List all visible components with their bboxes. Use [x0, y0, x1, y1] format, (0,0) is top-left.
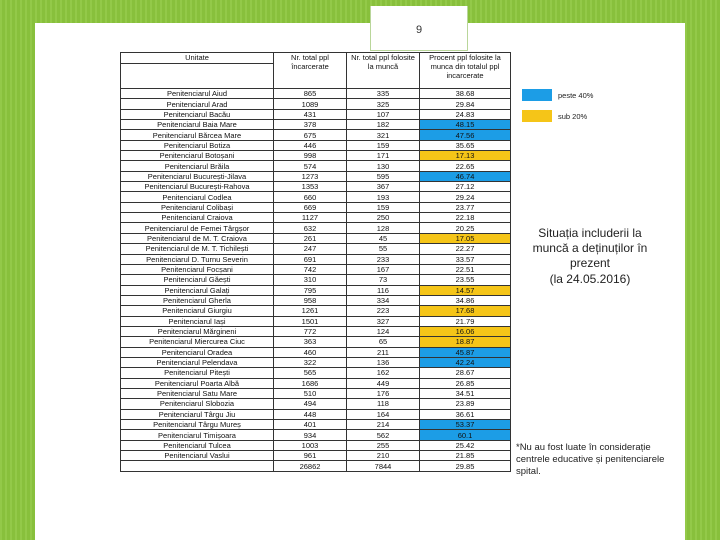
header-total: Nr. total ppl încarcerate	[274, 53, 347, 89]
cell-unit: Penitenciarul Craiova	[121, 213, 274, 223]
cell-working: 233	[347, 254, 420, 264]
cell-working: 321	[347, 130, 420, 140]
cell-percent: 24.83	[420, 109, 511, 119]
cell-working: 45	[347, 233, 420, 243]
legend-label-above: peste 40%	[558, 91, 594, 100]
cell-working: 562	[347, 430, 420, 440]
cell-unit: Penitenciarul Giurgiu	[121, 306, 274, 316]
cell-unit: Penitenciarul Slobozia	[121, 399, 274, 409]
cell-percent: 20.25	[420, 223, 511, 233]
slide-title	[506, 226, 674, 287]
cell-total: 998	[274, 151, 347, 161]
cell-total: 961	[274, 451, 347, 461]
cell-unit: Penitenciarul Gherla	[121, 295, 274, 305]
cell-percent: 45.87	[420, 347, 511, 357]
cell-percent: 29.84	[420, 99, 511, 109]
cell-working: 55	[347, 244, 420, 254]
table-row	[121, 295, 511, 305]
cell-total: 310	[274, 275, 347, 285]
table-row	[121, 171, 511, 181]
cell-percent: 22.65	[420, 161, 511, 171]
cell-unit: Penitenciarul Brăila	[121, 161, 274, 171]
cell-total: 675	[274, 130, 347, 140]
cell-unit: Penitenciarul Târgu Mureș	[121, 420, 274, 430]
table-row	[121, 213, 511, 223]
page-number: 9	[415, 24, 423, 36]
cell-working: 162	[347, 368, 420, 378]
header-percent: Procent ppl folosite la munca din totalul ppl incarcerate	[420, 53, 511, 89]
table-row	[121, 357, 511, 367]
cell-total: 742	[274, 264, 347, 274]
cell-working: 107	[347, 109, 420, 119]
cell-total: 401	[274, 420, 347, 430]
table-row	[121, 89, 511, 99]
cell-total: 363	[274, 337, 347, 347]
totals-label	[121, 461, 274, 471]
cell-total: 1261	[274, 306, 347, 316]
cell-working: 116	[347, 285, 420, 295]
cell-working: 367	[347, 182, 420, 192]
cell-total: 958	[274, 295, 347, 305]
cell-working: 65	[347, 337, 420, 347]
table-row	[121, 120, 511, 130]
cell-working: 214	[347, 420, 420, 430]
cell-unit: Penitenciarul de Femei Târgșor	[121, 223, 274, 233]
cell-total: 1127	[274, 213, 347, 223]
cell-total: 865	[274, 89, 347, 99]
cell-unit: Penitenciarul Focșani	[121, 264, 274, 274]
cell-total: 261	[274, 233, 347, 243]
table-row	[121, 202, 511, 212]
table-row	[121, 244, 511, 254]
table-row	[121, 378, 511, 388]
cell-total: 632	[274, 223, 347, 233]
cell-working: 327	[347, 316, 420, 326]
cell-total: 510	[274, 388, 347, 398]
cell-total: 660	[274, 192, 347, 202]
cell-percent: 42.24	[420, 357, 511, 367]
table-row	[121, 285, 511, 295]
cell-percent: 38.68	[420, 89, 511, 99]
cell-unit: Penitenciarul București-Jilava	[121, 171, 274, 181]
cell-unit: Penitenciarul Tulcea	[121, 440, 274, 450]
table-row	[121, 161, 511, 171]
cell-unit: Penitenciarul Oradea	[121, 347, 274, 357]
cell-percent: 27.12	[420, 182, 511, 192]
cell-percent: 36.61	[420, 409, 511, 419]
cell-unit: Penitenciarul Bacău	[121, 109, 274, 119]
cell-unit: Penitenciarul de M. T. Tichilești	[121, 244, 274, 254]
cell-percent: 18.87	[420, 337, 511, 347]
cell-percent: 16.06	[420, 326, 511, 336]
cell-total: 1686	[274, 378, 347, 388]
legend-swatch-below	[522, 110, 552, 122]
table-row	[121, 254, 511, 264]
title-line-1: Situația includerii la	[538, 226, 642, 240]
totals-working: 7844	[347, 461, 420, 471]
cell-unit: Penitenciarul Baia Mare	[121, 120, 274, 130]
cell-working: 128	[347, 223, 420, 233]
header-spacer	[121, 64, 274, 89]
cell-total: 565	[274, 368, 347, 378]
table-row	[121, 337, 511, 347]
table-row	[121, 140, 511, 150]
table-row	[121, 275, 511, 285]
cell-total: 1501	[274, 316, 347, 326]
cell-unit: Penitenciarul Botoșani	[121, 151, 274, 161]
cell-percent: 22.27	[420, 244, 511, 254]
totals-total: 26862	[274, 461, 347, 471]
cell-percent: 29.24	[420, 192, 511, 202]
table-row	[121, 151, 511, 161]
cell-unit: Penitenciarul Satu Mare	[121, 388, 274, 398]
cell-unit: Penitenciarul Poarta Albă	[121, 378, 274, 388]
cell-working: 334	[347, 295, 420, 305]
inmate-employment-table	[120, 52, 511, 472]
cell-unit: Penitenciarul Arad	[121, 99, 274, 109]
cell-working: 255	[347, 440, 420, 450]
cell-percent: 17.05	[420, 233, 511, 243]
title-line-2: muncă a deținuților în	[532, 241, 648, 255]
cell-percent: 22.51	[420, 264, 511, 274]
cell-working: 325	[347, 99, 420, 109]
cell-unit: Penitenciarul Târgu Jiu	[121, 409, 274, 419]
cell-percent: 14.57	[420, 285, 511, 295]
cell-working: 130	[347, 161, 420, 171]
cell-working: 118	[347, 399, 420, 409]
cell-total: 494	[274, 399, 347, 409]
table-body	[121, 89, 511, 472]
cell-unit: Penitenciarul Mărgineni	[121, 326, 274, 336]
cell-working: 335	[347, 89, 420, 99]
cell-working: 193	[347, 192, 420, 202]
cell-working: 210	[347, 451, 420, 461]
totals-row	[121, 461, 511, 471]
cell-working: 167	[347, 264, 420, 274]
table-row	[121, 368, 511, 378]
title-date: (la 24.05.2016)	[549, 272, 631, 286]
table-row	[121, 130, 511, 140]
title-line-3: prezent	[569, 256, 611, 270]
table-row	[121, 388, 511, 398]
cell-unit: Penitenciarul Botiza	[121, 140, 274, 150]
cell-percent: 60.1	[420, 430, 511, 440]
table-row	[121, 182, 511, 192]
cell-unit: Penitenciarul Iași	[121, 316, 274, 326]
cell-working: 124	[347, 326, 420, 336]
cell-unit: Penitenciarul Aiud	[121, 89, 274, 99]
cell-total: 669	[274, 202, 347, 212]
cell-working: 250	[347, 213, 420, 223]
cell-total: 1273	[274, 171, 347, 181]
cell-unit: Penitenciarul Galați	[121, 285, 274, 295]
cell-total: 446	[274, 140, 347, 150]
cell-unit: Penitenciarul Găești	[121, 275, 274, 285]
cell-total: 322	[274, 357, 347, 367]
cell-percent: 23.77	[420, 202, 511, 212]
cell-unit: Penitenciarul Bărcea Mare	[121, 130, 274, 140]
cell-percent: 33.57	[420, 254, 511, 264]
cell-unit: Penitenciarul București-Rahova	[121, 182, 274, 192]
cell-working: 176	[347, 388, 420, 398]
cell-working: 164	[347, 409, 420, 419]
cell-total: 460	[274, 347, 347, 357]
totals-percent: 29.85	[420, 461, 511, 471]
table-row	[121, 192, 511, 202]
table-row	[121, 409, 511, 419]
table-row	[121, 399, 511, 409]
table-header-row	[121, 53, 511, 64]
cell-percent: 23.89	[420, 399, 511, 409]
table-row	[121, 306, 511, 316]
header-working: Nr. total ppl folosite la muncă	[347, 53, 420, 89]
cell-total: 934	[274, 430, 347, 440]
cell-percent: 34.86	[420, 295, 511, 305]
cell-percent: 23.55	[420, 275, 511, 285]
cell-unit: Penitenciarul Codlea	[121, 192, 274, 202]
legend-swatch-above	[522, 89, 552, 101]
table-row	[121, 420, 511, 430]
cell-unit: Penitenciarul Pitești	[121, 368, 274, 378]
cell-working: 449	[347, 378, 420, 388]
table-row	[121, 430, 511, 440]
cell-percent: 21.85	[420, 451, 511, 461]
cell-total: 431	[274, 109, 347, 119]
cell-percent: 34.51	[420, 388, 511, 398]
cell-unit: Penitenciarul de M. T. Craiova	[121, 233, 274, 243]
table-row	[121, 233, 511, 243]
table-row	[121, 451, 511, 461]
cell-percent: 22.18	[420, 213, 511, 223]
cell-working: 136	[347, 357, 420, 367]
cell-percent: 17.13	[420, 151, 511, 161]
cell-total: 1353	[274, 182, 347, 192]
cell-percent: 48.15	[420, 120, 511, 130]
cell-total: 378	[274, 120, 347, 130]
cell-total: 448	[274, 409, 347, 419]
cell-working: 182	[347, 120, 420, 130]
cell-percent: 35.65	[420, 140, 511, 150]
header-unit: Unitate	[121, 53, 274, 64]
cell-percent: 28.67	[420, 368, 511, 378]
cell-working: 159	[347, 140, 420, 150]
cell-unit: Penitenciarul Miercurea Ciuc	[121, 337, 274, 347]
cell-total: 795	[274, 285, 347, 295]
table-row	[121, 326, 511, 336]
cell-unit: Penitenciarul Vaslui	[121, 451, 274, 461]
cell-percent: 25.42	[420, 440, 511, 450]
cell-percent: 21.79	[420, 316, 511, 326]
cell-unit: Penitenciarul Pelendava	[121, 357, 274, 367]
footnote: *Nu au fost luate în considerație centrele educative și penitenciarele spital.	[516, 442, 665, 477]
cell-working: 223	[347, 306, 420, 316]
cell-total: 772	[274, 326, 347, 336]
table-row	[121, 347, 511, 357]
table-row	[121, 440, 511, 450]
cell-working: 159	[347, 202, 420, 212]
cell-unit: Penitenciarul D. Turnu Severin	[121, 254, 274, 264]
table-row	[121, 223, 511, 233]
cell-total: 574	[274, 161, 347, 171]
cell-percent: 46.74	[420, 171, 511, 181]
cell-unit: Penitenciarul Colibași	[121, 202, 274, 212]
cell-total: 247	[274, 244, 347, 254]
cell-total: 691	[274, 254, 347, 264]
cell-percent: 47.56	[420, 130, 511, 140]
cell-percent: 26.85	[420, 378, 511, 388]
table-row	[121, 99, 511, 109]
cell-unit: Penitenciarul Timișoara	[121, 430, 274, 440]
cell-total: 1003	[274, 440, 347, 450]
cell-percent: 53.37	[420, 420, 511, 430]
cell-working: 211	[347, 347, 420, 357]
cell-working: 595	[347, 171, 420, 181]
table-row	[121, 316, 511, 326]
cell-working: 73	[347, 275, 420, 285]
cell-working: 171	[347, 151, 420, 161]
cell-total: 1089	[274, 99, 347, 109]
legend-label-below: sub 20%	[558, 112, 588, 121]
table-row	[121, 264, 511, 274]
table-row	[121, 109, 511, 119]
cell-percent: 17.68	[420, 306, 511, 316]
